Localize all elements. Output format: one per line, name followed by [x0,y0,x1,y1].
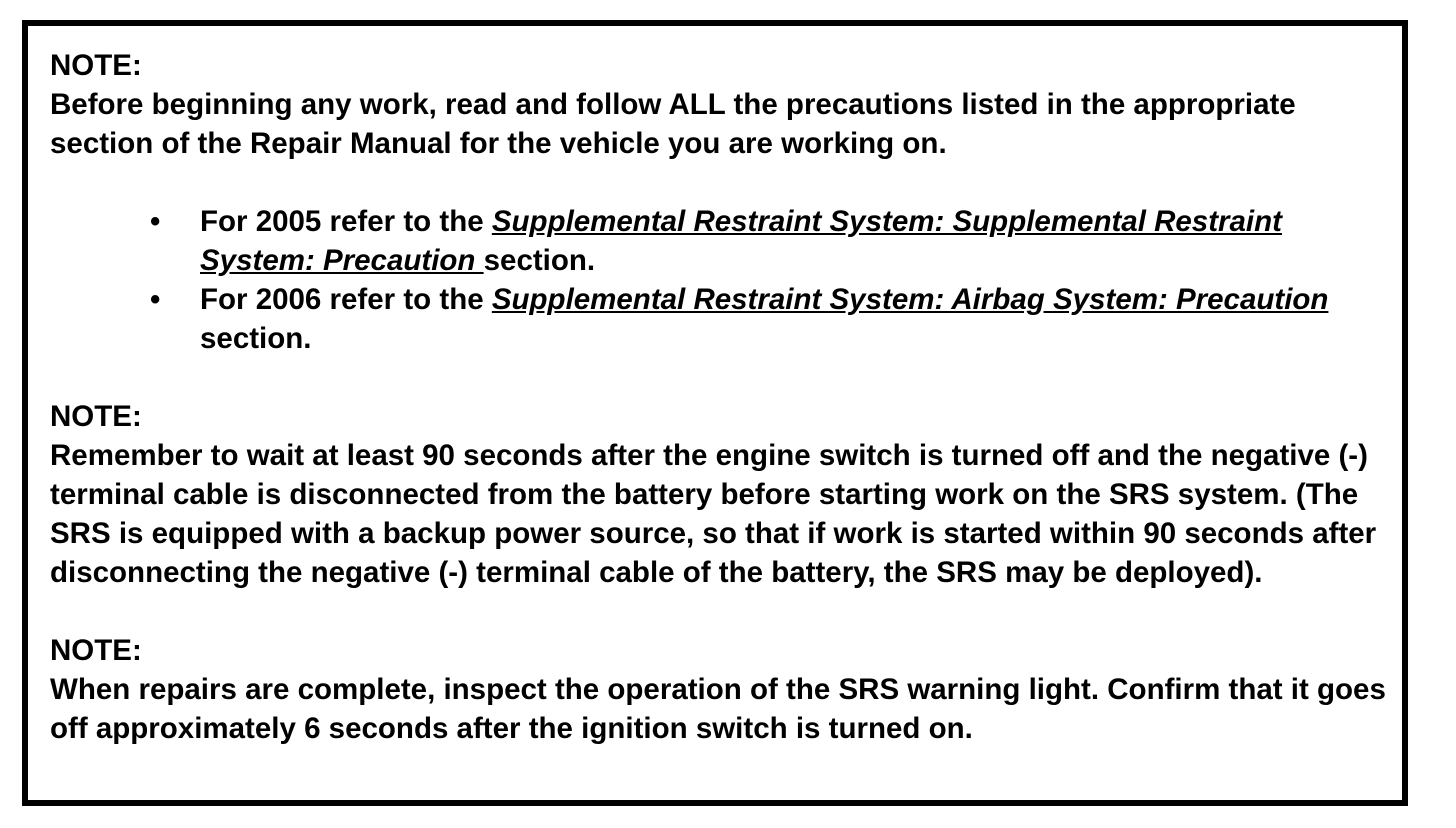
srs-precaution-link-2005[interactable]: Supplemental Restraint System: Supplemental Restraint System: Precaution [200,205,1282,277]
note-label: NOTE: [50,49,142,82]
list-item-prefix: For 2005 refer to the [200,205,492,238]
note-block-1 [50,46,1386,163]
list-item-suffix: section. [200,322,312,355]
bullet-icon: • [150,205,161,238]
note-label: NOTE: [50,634,142,667]
list-item [150,280,1386,358]
spacer [50,358,1386,397]
note-label: NOTE: [50,400,142,433]
list-item-prefix: For 2006 refer to the [200,283,492,316]
model-year-reference-list [50,202,1386,358]
spacer [50,592,1386,631]
airbag-precaution-link-2006[interactable]: Supplemental Restraint System: Airbag System: Precaution [491,283,1329,316]
precaution-notes-box [22,20,1408,806]
spacer [50,163,1386,202]
list-item-suffix: section. [483,244,596,277]
note-text: Before beginning any work, read and follow ALL the precautions listed in the appropriate section of the Repair Manual for the vehicle you are working on. [50,88,1296,160]
bullet-icon: • [150,283,161,316]
note-block-3 [50,631,1386,748]
note-block-2 [50,397,1386,592]
note-text: Remember to wait at least 90 seconds after the engine switch is turned off and the negative (-) terminal cable is disconnected from the battery before starting work on the SRS system. (The SRS is equipped with a backup power source, so that if work is started within 90 seconds after disconnecting the negative (-) terminal cable of the battery, the SRS may be deployed). [50,439,1377,589]
note-text: When repairs are complete, inspect the operation of the SRS warning light. Confirm that it goes off approximately 6 seconds after the ignition switch is turned on. [50,673,1386,745]
list-item [150,202,1386,280]
